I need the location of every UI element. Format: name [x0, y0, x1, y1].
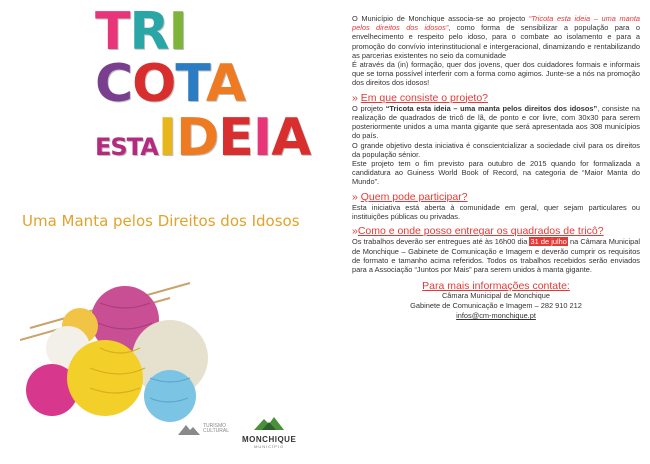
delivery-paragraph: Os trabalhos deverão ser entregues até às 16h00 dia 31 de julho na Câmara Municipal de Monchique – Gabinete de Comunicação e Imagem e deverão cumprir os requisitos de formato e tamanho acima referidos. Todos os trabalhos recebidos serão enviados para a Associação “Juntos por Mais” para serem unidos à manta gigante. — [352, 237, 640, 275]
participants-paragraph: Esta iniciativa está aberta à comunidade em geral, quer sejam particulares ou instituições públicas ou privadas. — [352, 202, 640, 222]
logo-letter: T — [95, 2, 130, 62]
logo-letter: C — [95, 54, 133, 114]
logo-letter: O — [132, 54, 176, 114]
logo-letter: I — [157, 108, 177, 168]
project-paragraph-3: Este projeto tem o fim previsto para outubro de 2015 quando for formalizada a candidatura ao Guiness World Book of Record, na categoria de “Maior Manta do Mundo”. — [352, 159, 640, 187]
logo-letter: T — [175, 54, 206, 114]
deadline-date-badge: 31 de julho — [530, 237, 567, 247]
logo-esta-ideia — [95, 108, 311, 168]
logo-tri — [95, 2, 187, 62]
monchique-logo — [242, 416, 296, 449]
yarn-balls-image — [20, 278, 220, 423]
municipio-label: MUNICÍPIO — [254, 444, 285, 449]
contact-block — [352, 282, 640, 321]
contact-phone: Gabinete de Comunicação e Imagem – 282 910 212 — [410, 301, 582, 311]
contact-title: Para mais informações contate: — [422, 280, 570, 293]
subtitle: Uma Manta pelos Direitos dos Idosos — [22, 212, 300, 230]
monchique-emblem-icon — [254, 416, 284, 430]
logo-esta: ESTA — [95, 133, 158, 161]
project-name-highlight: “Tricota esta ideia – uma manta pelos direitos dos idosos” — [352, 14, 640, 33]
logo-letter: I — [168, 2, 187, 62]
intro-paragraph-2: É através da (in) formação, quer dos jovens, quer dos cuidadores formais e informais que se torna possível interferir com a forma como agimos. Junte-se a nós na promoção dos direitos dos idosos! — [352, 60, 640, 88]
logo-letter: I — [252, 108, 272, 168]
contact-org: Câmara Municipal de Monchique — [441, 291, 551, 301]
cultural-label: CULTURAL — [203, 428, 230, 434]
logo-letter: A — [271, 108, 311, 168]
project-paragraph-2: O grande objetivo desta iniciativa é conscientcializar a sociedade civil para os direitos da população sénior. — [352, 140, 640, 159]
section-heading-project: » Em que consiste o projeto? — [352, 91, 489, 104]
turismo-cultural-logo — [178, 423, 229, 435]
logo-letter: E — [218, 108, 253, 168]
project-paragraph-1: O projeto “Tricota esta ideia – uma manta pelos direitos dos idosos”, consiste na realização de quadrados de tricô de lã, de ponto e cor livre, com 30x30 para serem posteriormente unidos a uma manta gigante que será apresentada aos 308 municípios do país. — [352, 103, 640, 141]
right-panel — [352, 14, 640, 321]
intro-paragraph-1: O Município de Monchique associa-se ao projecto “Tricota esta ideia – uma manta pelos direitos dos idosos”, como forma de sensibilizar a população para o envelhecimento e respeito pelo idoso, para o combate ao isolamento e para a promoção do convívio interinstitucional e intergeracional, dinamizando e rentabilizando as parcerias existentes no seio da comunidade — [352, 14, 640, 60]
logo-letter: A — [205, 54, 246, 114]
monchique-label: MONCHIQUE — [242, 435, 297, 444]
contact-email-link[interactable]: infos@cm-monchique.pt — [456, 311, 536, 321]
logo-letter: R — [129, 2, 169, 62]
section-heading-participants: » Quem pode participar? — [352, 190, 468, 203]
mountain-icon — [178, 423, 200, 435]
logo-letter: D — [176, 108, 219, 168]
turismo-label: TURISMO — [203, 422, 227, 429]
section-heading-delivery: »Como e onde posso entregar os quadrados de tricô? — [352, 225, 604, 238]
logo-cota — [95, 54, 246, 114]
